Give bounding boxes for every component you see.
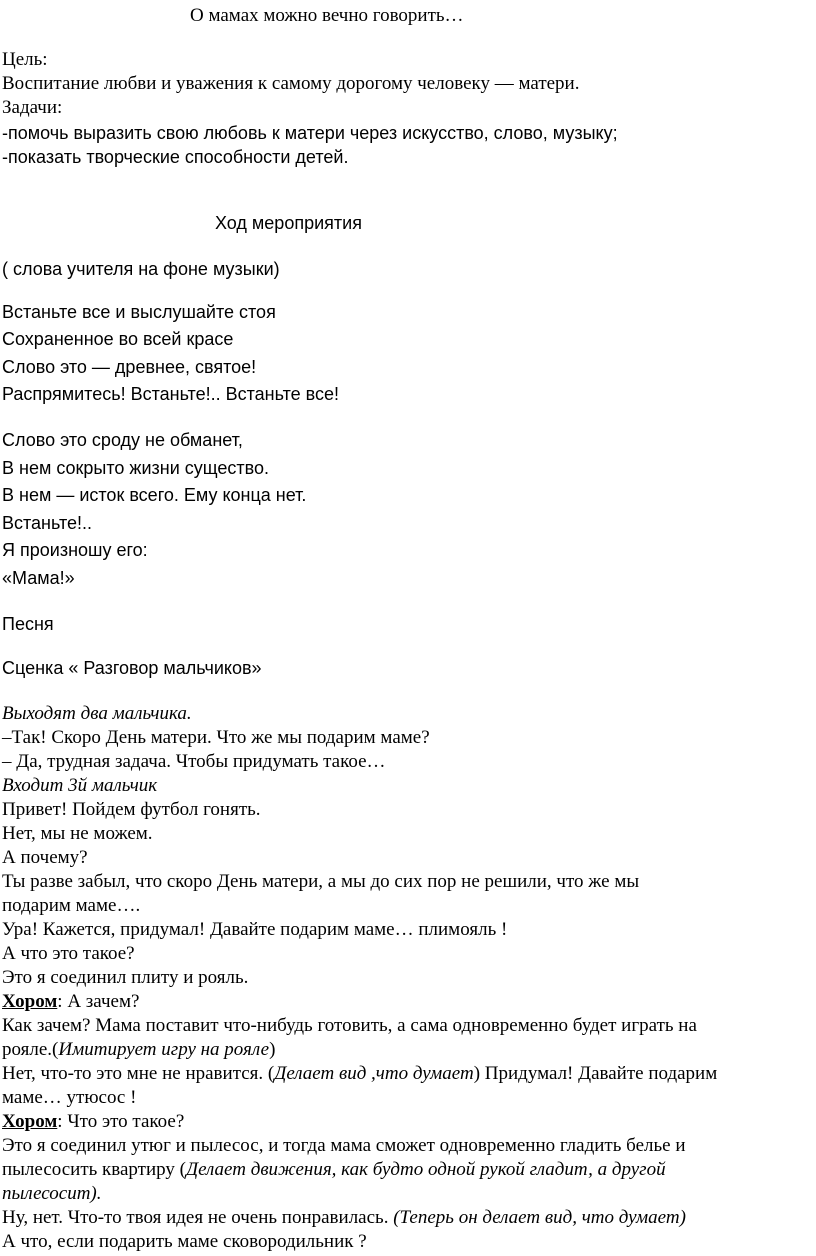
dialogue-line: Это я соединил плиту и рояль. bbox=[2, 967, 249, 988]
dialogue-line: Ты разве забыл, что скоро День матери, а мы до сих пор не решили, что же мы bbox=[2, 871, 640, 892]
event-heading: Ход мероприятия bbox=[215, 213, 362, 233]
teacher-note: ( слова учителя на фоне музыки) bbox=[2, 259, 280, 279]
dialogue-text: Ну, нет. Что-то твоя идея не очень понравилась. bbox=[2, 1207, 394, 1228]
dialogue-text: ) bbox=[269, 1039, 276, 1060]
dialogue-line: –Так! Скоро День матери. Что же мы подарим маме? bbox=[2, 727, 430, 748]
poem-line: Слово это — древнее, святое! bbox=[2, 357, 257, 377]
chorus-line bbox=[2, 990, 139, 1014]
document-title: О мамах можно вечно говорить… bbox=[190, 5, 464, 26]
dialogue-line: Ура! Кажется, придумал! Давайте подарим маме… плимояль ! bbox=[2, 919, 508, 940]
stage-direction: Входит 3й мальчик bbox=[2, 775, 158, 796]
dialogue-line bbox=[2, 1038, 275, 1062]
goal-label: Цель: bbox=[2, 49, 48, 70]
dialogue-text: Нет, что-то это мне не нравится. ( bbox=[2, 1063, 275, 1084]
task-item: -показать творческие способности детей. bbox=[2, 147, 349, 167]
dialogue-line: Это я соединил утюг и пылесос, и тогда мама сможет одновременно гладить белье и bbox=[2, 1135, 686, 1156]
task-item: -помочь выразить свою любовь к матери через искусство, слово, музыку; bbox=[2, 123, 618, 143]
poem-line: Распрямитесь! Встаньте!.. Встаньте все! bbox=[2, 384, 340, 404]
chorus-line bbox=[2, 1110, 184, 1134]
poem-line: «Мама!» bbox=[2, 568, 75, 588]
stage-direction: (Теперь он делает вид, что думает) bbox=[393, 1207, 686, 1228]
dialogue-text: ) Придумал! Давайте подарим bbox=[473, 1063, 718, 1084]
dialogue-line: подарим маме…. bbox=[2, 895, 141, 916]
tasks-label: Задачи: bbox=[2, 97, 63, 118]
dialogue-text: рояле.( bbox=[2, 1039, 59, 1060]
dialogue-line: А почему? bbox=[2, 847, 88, 868]
dialogue-line: Привет! Пойдем футбол гонять. bbox=[2, 799, 261, 820]
stage-direction: пылесосит). bbox=[2, 1183, 102, 1204]
dialogue-line: – Да, трудная задача. Чтобы придумать такое… bbox=[2, 751, 386, 772]
chorus-label: Хором bbox=[2, 1111, 58, 1132]
poem-line: Встаньте!.. bbox=[2, 513, 93, 533]
poem-line: Встаньте все и выслушайте стоя bbox=[2, 302, 276, 322]
chorus-text: : А зачем? bbox=[57, 991, 140, 1012]
poem-line: Сохраненное во всей красе bbox=[2, 329, 234, 349]
goal-text: Воспитание любви и уважения к самому дорогому человеку — матери. bbox=[2, 73, 580, 94]
dialogue-line: А что это такое? bbox=[2, 943, 135, 964]
dialogue-line: А что, если подарить маме сковородильник ? bbox=[2, 1231, 367, 1252]
dialogue-line bbox=[2, 1062, 717, 1086]
poem-line: В нем сокрыто жизни существо. bbox=[2, 458, 270, 478]
stage-direction: Имитирует игру на рояле bbox=[58, 1039, 270, 1060]
poem-line: В нем — исток всего. Ему конца нет. bbox=[2, 485, 307, 505]
chorus-text: : Что это такое? bbox=[57, 1111, 185, 1132]
chorus-label: Хором bbox=[2, 991, 58, 1012]
poem-line: Слово это сроду не обманет, bbox=[2, 430, 243, 450]
dialogue-line: Нет, мы не можем. bbox=[2, 823, 153, 844]
dialogue-line bbox=[2, 1206, 686, 1230]
song-label: Песня bbox=[2, 614, 54, 634]
stage-direction: Делает вид ,что думает bbox=[274, 1063, 474, 1084]
dialogue-line bbox=[2, 1158, 666, 1182]
stage-direction: Делает движения, как будто одной рукой гладит, а другой bbox=[185, 1159, 666, 1180]
poem-line: Я произношу его: bbox=[2, 540, 148, 560]
dialogue-line: маме… утюсос ! bbox=[2, 1087, 137, 1108]
stage-direction: Выходят два мальчика. bbox=[2, 703, 192, 724]
dialogue-line: Как зачем? Мама поставит что-нибудь готовить, а сама одновременно будет играть на bbox=[2, 1015, 697, 1036]
dialogue-text: пылесосить квартиру ( bbox=[2, 1159, 186, 1180]
scene-title: Сценка « Разговор мальчиков» bbox=[2, 658, 262, 678]
